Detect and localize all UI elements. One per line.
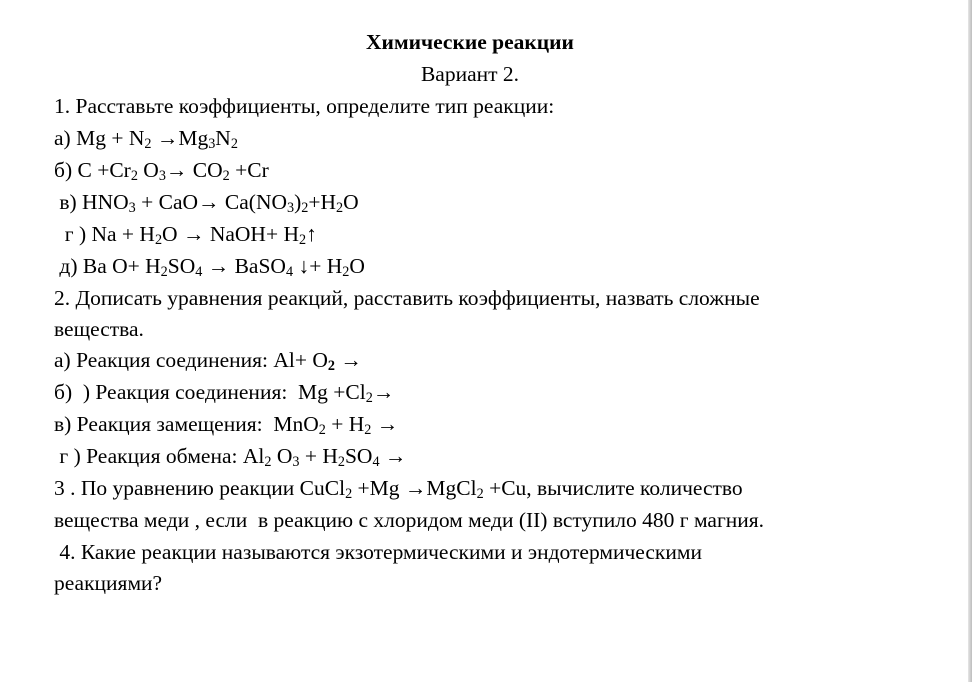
task-1-item-d: д) Ba $O+ H_2SO_4$ → BaSO$_4$ ↓+ $H_2O$ (54, 254, 365, 280)
task-1-header: 1. Расставьте коэффициенты, определите тип реакции: (54, 94, 555, 118)
task-2-header-line-1: 2. Дописать уравнения реакций, расставить коэффициенты, назвать сложные (54, 286, 760, 310)
task-2-item-g: г ) Реакция обмена: $Al_2$ $O_3 + H_2SO_4$ → (54, 444, 407, 470)
document-title: Химические реакции (366, 30, 574, 54)
task-1-item-b: б) $C +Cr_2$ $O_3\to CO_2 +Cr$ (54, 158, 269, 184)
task-1-item-a: а) $Mg + N_2 \to Mg_3N_2$ (54, 126, 238, 152)
task-1-item-g: г ) $Na + H_2O$ → NaOH+ $H_2↑$ (54, 222, 317, 248)
task-3-line-2: вещества меди , если в реакцию с хлоридом меди (II) вступило 480 г магния. (54, 508, 765, 532)
task-2-header-line-2: вещества. (54, 317, 144, 341)
variant-label: Вариант 2. (420, 62, 520, 86)
task-2-item-a: а) Реакция соединения: $Al+ O_2$ → (54, 348, 362, 374)
task-4-line-1: 4. Какие реакции называются экзотермическими и эндотермическими (54, 540, 702, 564)
task-4-line-2: реакциями? (54, 571, 163, 595)
task-2-item-v: в) Реакция замещения: $MnO_2 + H_2$ → (54, 412, 399, 438)
task-2-item-b: б) ) Реакция соединения: $Mg +Cl_2\to$ (54, 380, 395, 406)
page-edge-divider (968, 0, 972, 682)
task-3-line-1: 3 . По уравнению реакции CuCl$_2$ +Mg →MgCl$_2$ +Cu, вычислите количество (54, 476, 743, 502)
task-1-item-v: в) $HNO_3 + CaO\to Ca(NO_3)_2+H_2O$ (54, 190, 359, 216)
